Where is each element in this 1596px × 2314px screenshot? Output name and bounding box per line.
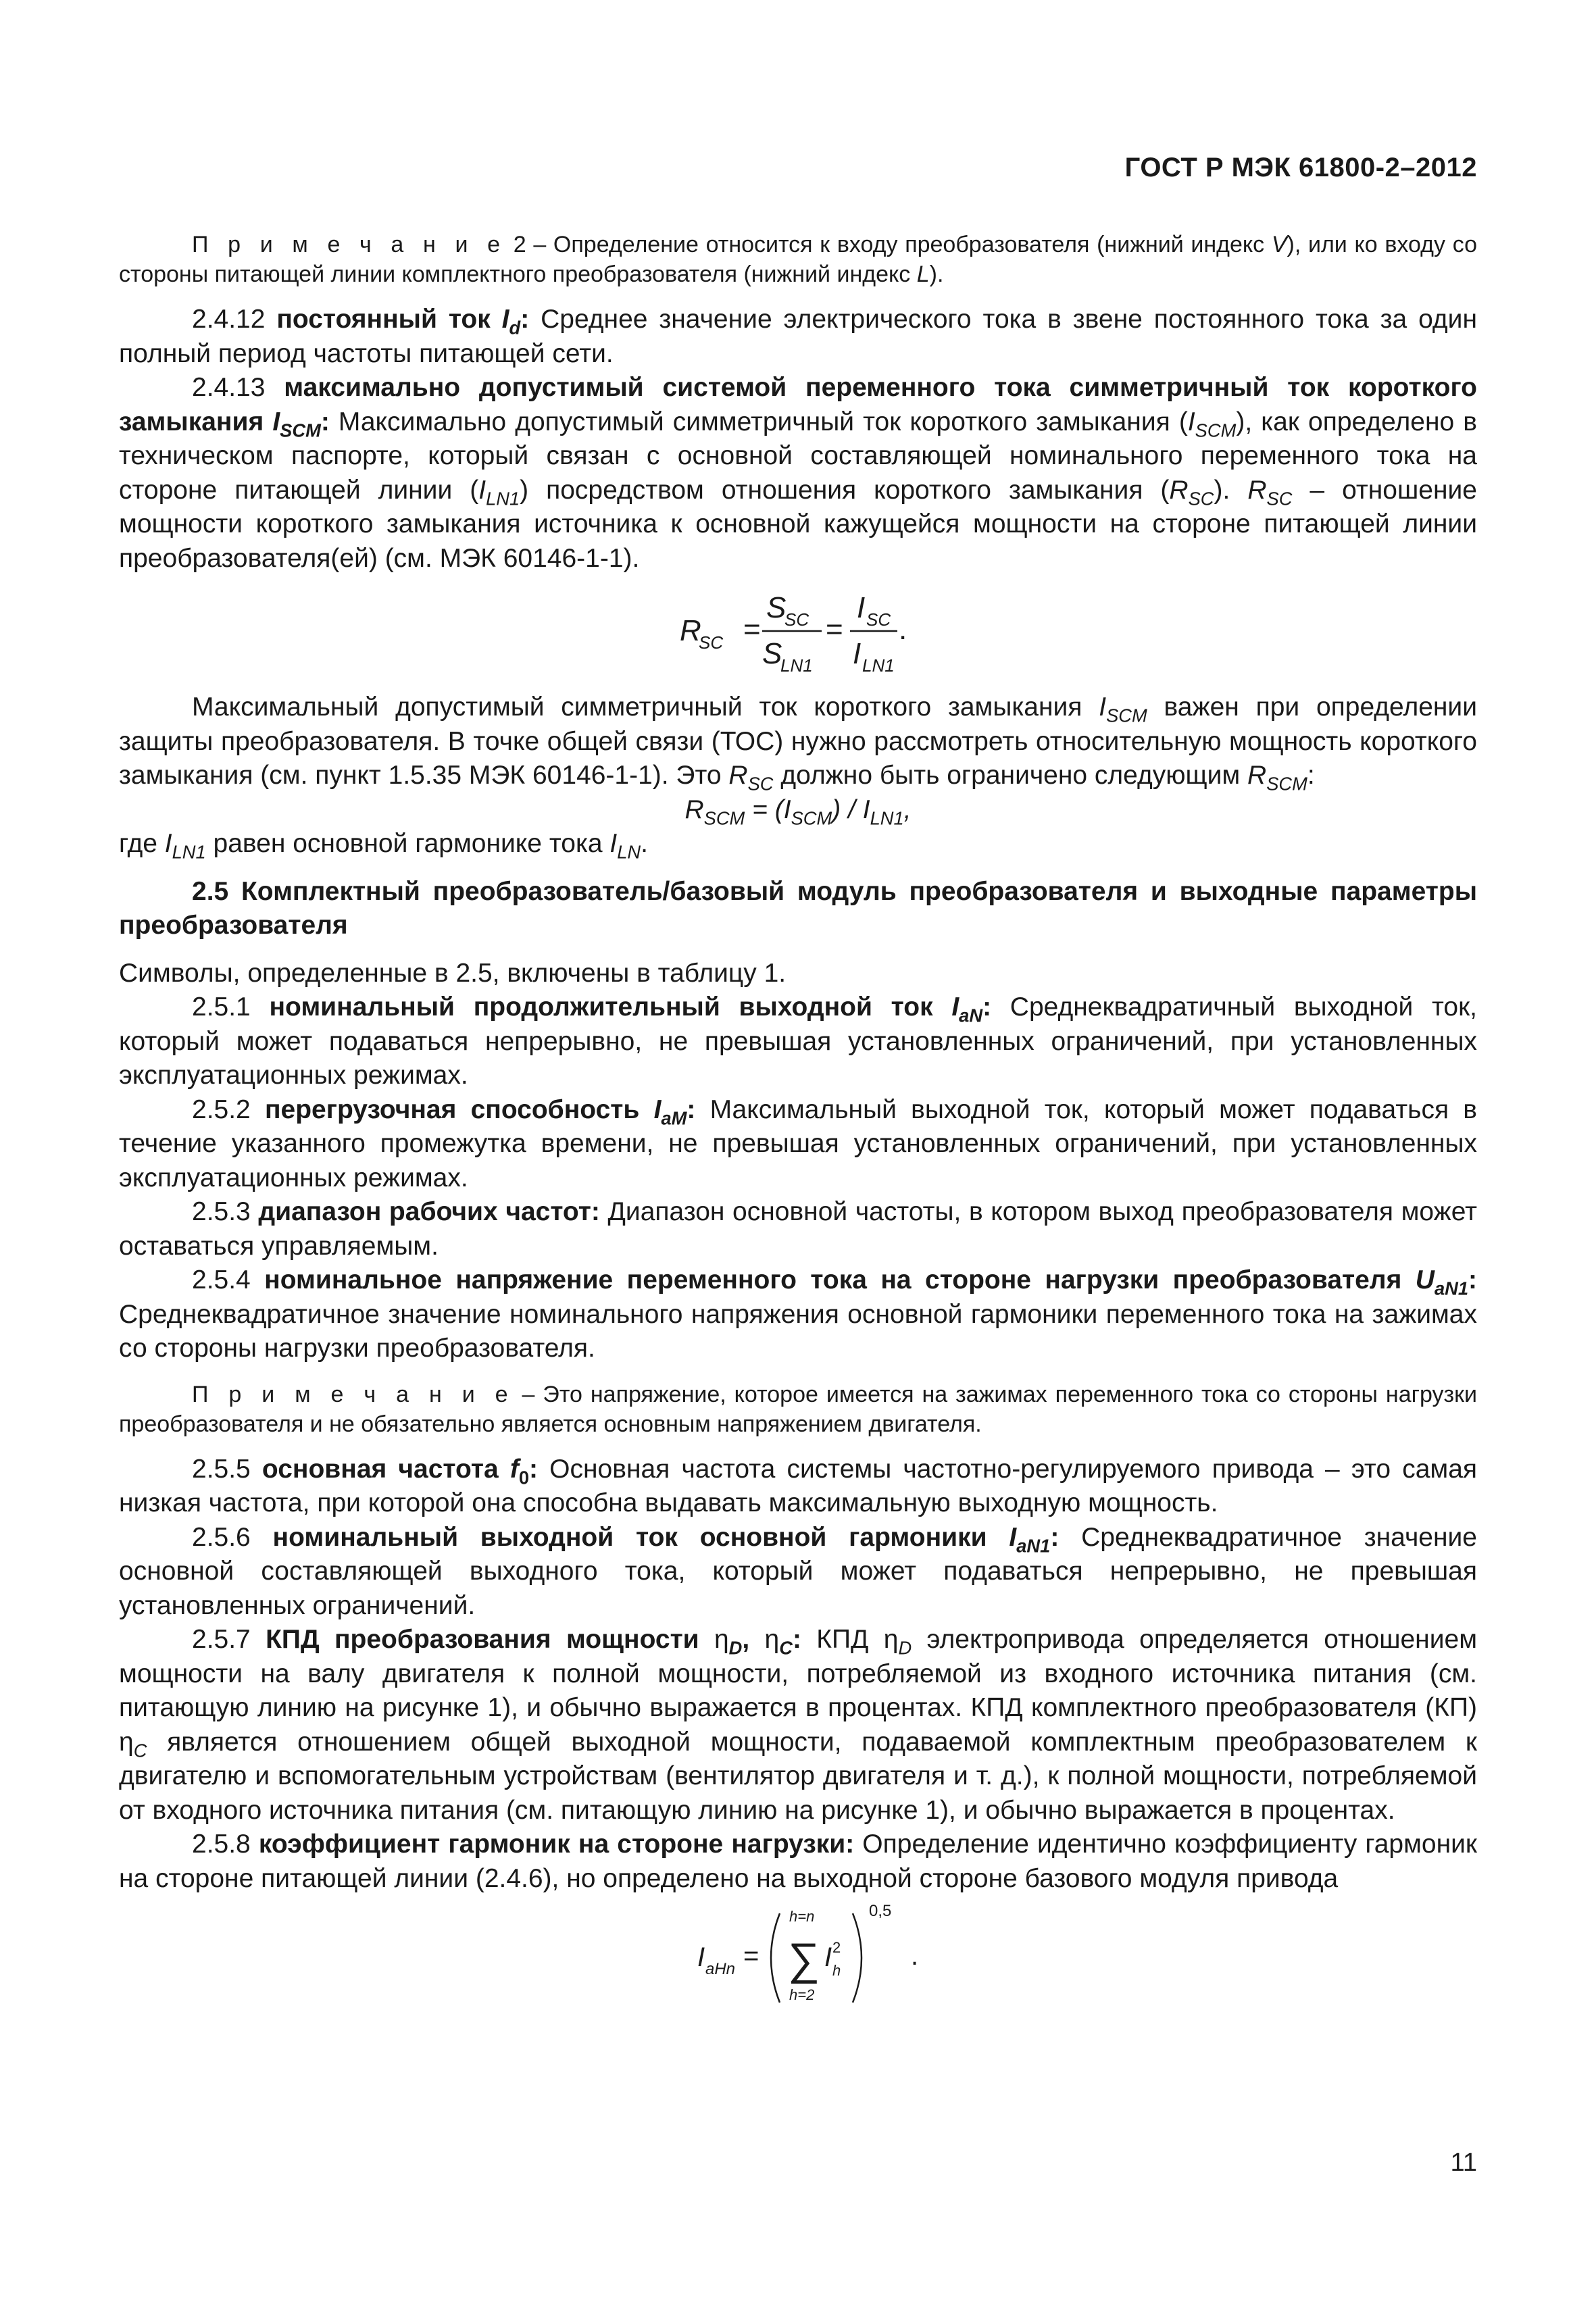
clause-2-5-3: 2.5.3 диапазон рабочих частот: Диапазон основной частоты, в котором выход преобразователя может оставаться управляемым. (119, 1197, 1478, 1261)
svg-text:R: R (680, 614, 701, 647)
clause-2-5-6: 2.5.6 номинальный выходной ток основной гармоники $I_{aN1}$: Среднеквадратичное значение основной составляющей выходного тока, который может подаваться непрерывно, не превышая установленных ограничений. (119, 1522, 1477, 1620)
svg-text:0,5: 0,5 (869, 1902, 892, 1920)
standard-code-header: ГОСТ Р МЭК 61800-2–2012 (1124, 153, 1477, 182)
clause-2-5-1: 2.5.1 номинальный продолжительный выходной ток $I_{aN}$: Среднеквадратичный выходной ток, который может подаваться непрерывно, не превышая установленных ограничений, при установленных эксплуатационных режимах. (119, 992, 1477, 1090)
svg-text:2: 2 (832, 1939, 841, 1956)
svg-text:=: = (826, 613, 843, 646)
formula-iahn (119, 1898, 1477, 2013)
svg-text:.: . (911, 1941, 919, 1971)
formula-rsc (119, 578, 1477, 680)
svg-text:SC: SC (699, 632, 724, 653)
note-label: П р и м е ч а н и е (192, 232, 507, 257)
svg-text:I: I (697, 1942, 705, 1972)
clause-2-5-2: 2.5.2 перегрузочная способность $I_{aM}$: Максимальный выходной ток, который может подаваться в течение указанного промежутка времени, не превышая установленных ограничений, при установленных эксплуатационных режимах. (119, 1095, 1478, 1192)
section-2-5-heading: 2.5 Комплектный преобразователь/базовый модуль преобразователя и выходные параметры преобразователя (119, 876, 1477, 940)
svg-text:∑: ∑ (788, 1934, 820, 1984)
term-dc-current: постоянный ток (276, 305, 502, 334)
svg-text:h: h (832, 1962, 841, 1979)
svg-text:I: I (853, 637, 862, 670)
page-number: 11 (1450, 2148, 1477, 2177)
svg-text:I: I (857, 591, 866, 624)
paragraph-symbols: Символы, определенные в 2.5, включены в таблицу 1. (119, 958, 787, 988)
svg-text:SC: SC (784, 609, 809, 630)
svg-text:h=2: h=2 (789, 1986, 815, 2003)
formula-rsc-svg (119, 578, 1477, 680)
note-2: П р и м е ч а н и е – Это напряжение, которое имеется на зажимах переменного тока со стороны нагрузки преобразователя и не обязательно является основным напряжением двигателя. (119, 1381, 1478, 1437)
clause-2-5-8: 2.5.8 коэффициент гармоник на стороне нагрузки: Определение идентично коэффициенту гармоник на стороне питающей линии (2.4.6), но определено на выходной стороне базового модуля привода (119, 1830, 1477, 1893)
paragraph-max-current: Максимальный допустимый симметричный ток короткого замыкания $I_{SCM}$ важен при определении защиты преобразователя. В точке общей связи (ТОС) нужно рассмотреть относительную мощность короткого замыкания (см. пункт 1.5.35 МЭК 60146-1-1). Это $R_{SC}$ должно быть ограничено следующим $R_{SCM}$: (119, 693, 1477, 795)
svg-text:=: = (743, 613, 761, 646)
svg-text:aHn: aHn (705, 1960, 736, 1978)
svg-text:h=n: h=n (789, 1908, 815, 1925)
term-short-circuit-current: максимально допустимый системой переменного тока симметричный ток короткого замыкания (119, 373, 1477, 436)
clause-2-5-7: 2.5.7 КПД преобразования мощности $\eta_D$, $\eta_C$: КПД $\eta_D$ электропривода определяется отношением мощности на валу двигателя к полной мощности, потребляемой из входного источника питания (см. питающую линию на рисунке 1), и обычно выражается в процентах. КПД комплектного преобразователя (КП) $\eta_C$ является отношением общей выходной мощности, подаваемой комплектным преобразователем к двигателю и вспомогательным устройствам (вентилятор двигателя и т. д.), к полной мощности, потребляемой от входного источника питания (см. питающую линию на рисунке 1), и обычно выражается в процентах. (119, 1625, 1478, 1825)
svg-text:S: S (762, 637, 782, 670)
note-1: П р и м е ч а н и е 2 – Определение относится к входу преобразователя (нижний индекс V), или ко входу со стороны питающей линии комплектного преобразователя (нижний индекс L). (119, 232, 1477, 287)
paragraph-where: где $I_{LN1}$ равен основной гармонике тока $I_{LN}$. (119, 829, 648, 863)
svg-text:.: . (899, 613, 907, 646)
svg-text:SC: SC (866, 609, 891, 630)
document-body (119, 230, 1477, 2024)
svg-text:LN1: LN1 (862, 655, 895, 676)
formula-rscm: $R_{SCM} = (I_{SCM}) / I_{LN1}$, (684, 795, 912, 829)
svg-text:LN1: LN1 (780, 655, 813, 676)
clause-2-5-4: 2.5.4 номинальное напряжение переменного тока на стороне нагрузки преобразователя $U_{aN1}$: Среднеквадратичное значение номинального напряжения основной гармоники переменного тока на зажимах со стороны нагрузки преобразователя. (119, 1265, 1478, 1363)
svg-text:I: I (824, 1942, 832, 1972)
formula-iahn-svg (119, 1898, 1477, 2013)
clause-2-4-13: 2.4.13 максимально допустимый системой переменного тока симметричный ток короткого замыкания $I_{SCM}$: Максимально допустимый симметричный ток короткого замыкания $(I_{SCM})$, как определено в техническом паспорте, который связан с основной составляющей номинального переменного тока на стороне питающей линии $(I_{LN1})$ посредством отношения короткого замыкания $(R_{SC})$. $R_{SC}$ – отношение мощности короткого замыкания источника к основной кажущейся мощности на стороне питающей линии преобразователя(ей) (см. МЭК 60146-1-1). (119, 373, 1477, 573)
clause-2-5-5: 2.5.5 основная частота $f_0$: Основная частота системы частотно-регулируемого привода – это самая низкая частота, при которой она способна выдавать максимальную выходную мощность. (119, 1454, 1478, 1517)
clause-2-4-12: 2.4.12 постоянный ток $I_d$: Среднее значение электрического тока в звене постоянного тока за один полный период частоты питающей сети. (119, 305, 1477, 368)
svg-text:S: S (766, 591, 787, 624)
note-label: П р и м е ч а н и е (192, 1381, 514, 1407)
svg-text:=: = (743, 1941, 759, 1971)
